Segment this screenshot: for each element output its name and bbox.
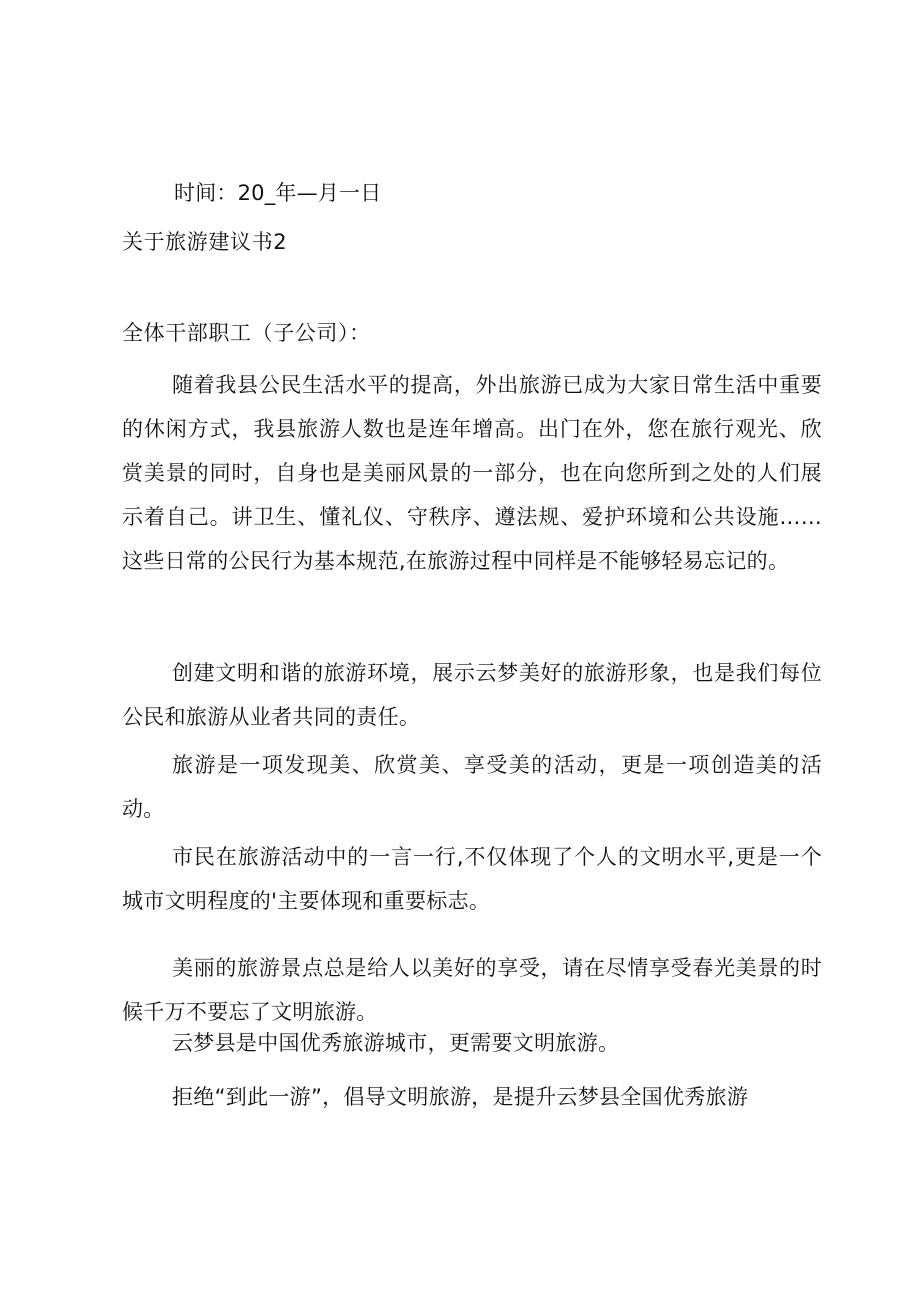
- paragraph: 随着我县公民生活水平的提高，外出旅游已成为大家日常生活中重要的休闲方式，我县旅游人数也是连年增高。出门在外，您在旅行观光、欣赏美景的同时，自身也是美丽风景的一部分，也在向您所到之处的人们展示着自己。讲卫生、懂礼仪、守秩序、遵法规、爱护环境和公共设施……这些日常的公民行为基本规范,在旅游过程中同样是不能够轻易忘记的。: [122, 373, 822, 573]
- date-line: 时间：20_年—月一日: [174, 181, 382, 205]
- paragraph: 市民在旅游活动中的一言一行,不仅体现了个人的文明水平,更是一个城市文明程度的'主要体现和重要标志。: [122, 845, 822, 913]
- paragraph: 创建文明和谐的旅游环境，展示云梦美好的旅游形象，也是我们每位公民和旅游从业者共同的责任。: [122, 661, 822, 729]
- paragraph: 美丽的旅游景点总是给人以美好的享受，请在尽情享受春光美景的时候千万不要忘了文明旅游。: [122, 956, 822, 1024]
- greeting-line: 全体干部职工（子公司）：: [122, 321, 371, 345]
- paragraph: 拒绝“到此一游”，倡导文明旅游，是提升云梦县全国优秀旅游: [172, 1085, 749, 1109]
- document-title: 关于旅游建议书2: [122, 230, 288, 254]
- paragraph: 旅游是一项发现美、欣赏美、享受美的活动，更是一项创造美的活动。: [122, 753, 822, 821]
- paragraph: 云梦县是中国优秀旅游城市，更需要文明旅游。: [172, 1031, 620, 1055]
